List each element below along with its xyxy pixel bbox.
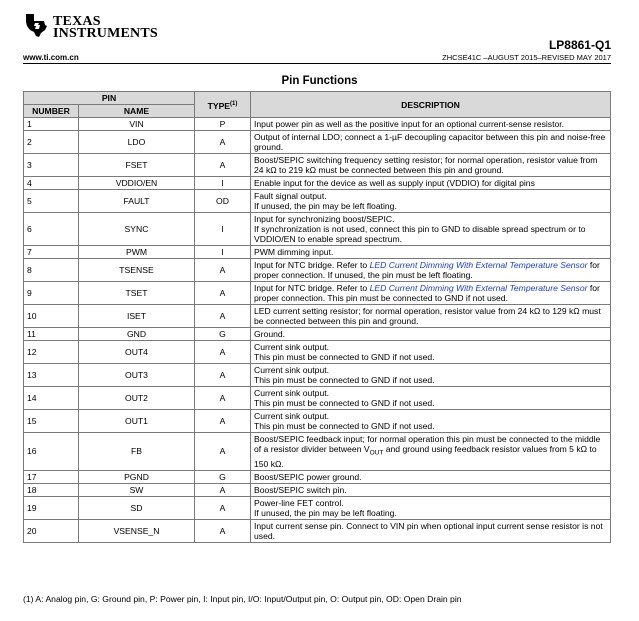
pin-description bbox=[251, 154, 611, 177]
pin-name: PWM bbox=[79, 246, 195, 259]
pin-type: A bbox=[195, 483, 251, 496]
description-text: Enable input for the device as well as supply input (VDDIO) for digital pins bbox=[254, 178, 535, 188]
pin-type: A bbox=[195, 282, 251, 305]
pin-type: G bbox=[195, 328, 251, 341]
table-row bbox=[24, 519, 611, 542]
pin-number: 15 bbox=[24, 410, 79, 433]
pin-number: 8 bbox=[24, 259, 79, 282]
pin-name: OUT2 bbox=[79, 387, 195, 410]
pin-name: FSET bbox=[79, 154, 195, 177]
description-text: Input current sense pin. Connect to VIN pin when optional input current sense resistor is not used. bbox=[254, 520, 603, 541]
header-divider bbox=[23, 63, 611, 64]
pin-name: SYNC bbox=[79, 213, 195, 246]
pin-number: 12 bbox=[24, 341, 79, 364]
description-text: Current sink output. bbox=[254, 388, 329, 398]
description-text: Current sink output. bbox=[254, 365, 329, 375]
pin-name: VSENSE_N bbox=[79, 519, 195, 542]
pin-name: FAULT bbox=[79, 190, 195, 213]
pin-name: OUT1 bbox=[79, 410, 195, 433]
subscript: OUT bbox=[369, 449, 384, 457]
description-text: Boost/SEPIC switch pin. bbox=[254, 484, 347, 495]
table-row bbox=[24, 410, 611, 433]
pin-description bbox=[251, 341, 611, 364]
description-note: If synchronization is not used, connect this pin to GND to disable spread spectrum or to VDDIO/EN to enable spread spectrum. bbox=[254, 224, 586, 244]
table-row bbox=[24, 131, 611, 154]
pin-description bbox=[251, 519, 611, 542]
pin-description bbox=[251, 282, 611, 305]
pin-number: 2 bbox=[24, 131, 79, 154]
pin-functions-table bbox=[23, 91, 611, 543]
pin-name: GND bbox=[79, 328, 195, 341]
website-link[interactable]: www.ti.com.cn bbox=[23, 53, 79, 62]
pin-description bbox=[251, 483, 611, 496]
pin-number: 4 bbox=[24, 177, 79, 190]
table-row bbox=[24, 328, 611, 341]
pin-type: I bbox=[195, 177, 251, 190]
footnote-ref[interactable]: (1) bbox=[230, 100, 238, 107]
table-title: Pin Functions bbox=[281, 75, 358, 87]
description-text: Output of internal LDO; connect a 1-µF decoupling capacitor between this pin and noise-free ground. bbox=[254, 132, 606, 152]
pin-type: A bbox=[195, 259, 251, 282]
pin-description bbox=[251, 410, 611, 433]
pin-number: 11 bbox=[24, 328, 79, 341]
section-link[interactable]: LED Current Dimming With External Temperature Sensor bbox=[369, 283, 588, 293]
pin-number: 9 bbox=[24, 282, 79, 305]
pin-type: A bbox=[195, 387, 251, 410]
texas-state-icon bbox=[23, 12, 49, 38]
pin-name: FB bbox=[79, 433, 195, 471]
table-row bbox=[24, 483, 611, 496]
description-text: Power-line FET control. bbox=[254, 497, 344, 508]
pin-name: PGND bbox=[79, 470, 195, 483]
description-note: This pin must be connected to GND if not used. bbox=[254, 421, 435, 431]
pin-name: SD bbox=[79, 496, 195, 519]
pin-name: OUT3 bbox=[79, 364, 195, 387]
description-text: and ground using feedback resistor values from 5 kΩ to 150 kΩ. bbox=[254, 444, 597, 469]
pin-description bbox=[251, 213, 611, 246]
number-header: NUMBER bbox=[24, 105, 79, 118]
pin-type: A bbox=[195, 496, 251, 519]
pin-description bbox=[251, 496, 611, 519]
pin-number: 16 bbox=[24, 433, 79, 471]
description-text: Ground. bbox=[254, 329, 286, 339]
description-text: Input for NTC bridge. Refer to bbox=[254, 260, 370, 270]
description-text: Current sink output. bbox=[254, 411, 329, 421]
pin-number: 6 bbox=[24, 213, 79, 246]
pin-type: A bbox=[195, 154, 251, 177]
description-text: Current sink output. bbox=[254, 342, 329, 352]
description-text: Fault signal output. bbox=[254, 191, 327, 201]
pin-description bbox=[251, 177, 611, 190]
revision-info: ZHCSE41C –AUGUST 2015–REVISED MAY 2017 bbox=[442, 53, 611, 62]
pin-name: VDDIO/EN bbox=[79, 177, 195, 190]
description-text: Boost/SEPIC switching frequency setting resistor; for normal operation, resistor value from 24 kΩ to 219 kΩ must be connected between this pin and ground. bbox=[254, 155, 598, 175]
footnote: (1) A: Analog pin, G: Ground pin, P: Power pin, I: Input pin, I/O: Input/Output pin, O: Output pin, OD: Open Drain pin bbox=[23, 594, 462, 604]
pin-number: 3 bbox=[24, 154, 79, 177]
logo-line-2: INSTRUMENTS bbox=[53, 26, 158, 41]
description-note: If unused, the pin may be left floating. bbox=[254, 507, 397, 518]
pin-number: 17 bbox=[24, 470, 79, 483]
description-note: This pin must be connected to GND if not used. bbox=[254, 375, 435, 385]
document-number: LP8861-Q1 bbox=[548, 38, 611, 52]
pin-description bbox=[251, 305, 611, 328]
description-text: Input power pin as well as the positive input for an optional current-sense resistor. bbox=[254, 119, 565, 129]
description-note: This pin must be connected to GND if not used. bbox=[254, 352, 435, 362]
table-row bbox=[24, 305, 611, 328]
table-row bbox=[24, 433, 611, 471]
description-text: Boost/SEPIC feedback input; for normal operation this pin must be connected to the middle of a resistor divider between V bbox=[254, 434, 601, 454]
pin-type: P bbox=[195, 118, 251, 131]
type-header: TYPE$^{(1)}$ bbox=[195, 92, 251, 118]
pin-description bbox=[251, 328, 611, 341]
description-text: for proper connection. If unused, the pin must be left floating. bbox=[254, 260, 600, 280]
table-row bbox=[24, 246, 611, 259]
pin-description bbox=[251, 246, 611, 259]
pin-number: 5 bbox=[24, 190, 79, 213]
ti-logo bbox=[23, 12, 183, 44]
pin-description bbox=[251, 433, 611, 471]
pin-name: OUT4 bbox=[79, 341, 195, 364]
table-row bbox=[24, 341, 611, 364]
pin-number: 14 bbox=[24, 387, 79, 410]
pin-name: LDO bbox=[79, 131, 195, 154]
pin-type: A bbox=[195, 519, 251, 542]
pin-type: I bbox=[195, 246, 251, 259]
pin-group-header: PIN bbox=[24, 92, 195, 105]
pin-number: 7 bbox=[24, 246, 79, 259]
table-row bbox=[24, 177, 611, 190]
logo-line-1: TEXAS bbox=[53, 14, 101, 29]
pin-description bbox=[251, 470, 611, 483]
table-row bbox=[24, 190, 611, 213]
description-text: LED current setting resistor; for normal operation, resistor value from 24 kΩ to 129 kΩ must be connected between this pin and ground. bbox=[254, 306, 601, 326]
pin-name: TSENSE bbox=[79, 259, 195, 282]
pin-number: 20 bbox=[24, 519, 79, 542]
description-note: This pin must be connected to GND if not used. bbox=[254, 398, 435, 408]
table-row bbox=[24, 213, 611, 246]
description-note: If unused, the pin may be left floating. bbox=[254, 201, 397, 211]
name-header: NAME bbox=[79, 105, 195, 118]
pin-number: 13 bbox=[24, 364, 79, 387]
pin-type: A bbox=[195, 131, 251, 154]
pin-number: 1 bbox=[24, 118, 79, 131]
pin-type: A bbox=[195, 341, 251, 364]
table-row bbox=[24, 364, 611, 387]
pin-type: A bbox=[195, 364, 251, 387]
pin-type: G bbox=[195, 470, 251, 483]
pin-description bbox=[251, 131, 611, 154]
description-text: Input for synchronizing boost/SEPIC. bbox=[254, 214, 395, 224]
description-text: for proper connection. This pin must be connected to GND if not used. bbox=[254, 283, 600, 303]
pin-type: A bbox=[195, 410, 251, 433]
table-row bbox=[24, 282, 611, 305]
pin-name: VIN bbox=[79, 118, 195, 131]
pin-description bbox=[251, 364, 611, 387]
pin-number: 19 bbox=[24, 496, 79, 519]
pin-description bbox=[251, 118, 611, 131]
table-row bbox=[24, 154, 611, 177]
pin-name: ISET bbox=[79, 305, 195, 328]
section-link[interactable]: LED Current Dimming With External Temperature Sensor bbox=[369, 260, 588, 270]
description-text: Input for NTC bridge. Refer to bbox=[254, 283, 370, 293]
table-row bbox=[24, 259, 611, 282]
pin-type: I bbox=[195, 213, 251, 246]
pin-number: 10 bbox=[24, 305, 79, 328]
pin-type: OD bbox=[195, 190, 251, 213]
description-header: DESCRIPTION bbox=[251, 92, 611, 118]
pin-name: SW bbox=[79, 483, 195, 496]
table-row bbox=[24, 470, 611, 483]
table-row bbox=[24, 387, 611, 410]
table-row bbox=[24, 118, 611, 131]
pin-description bbox=[251, 190, 611, 213]
pin-description bbox=[251, 387, 611, 410]
description-text: Boost/SEPIC power ground. bbox=[254, 471, 362, 482]
pin-description bbox=[251, 259, 611, 282]
pin-name: TSET bbox=[79, 282, 195, 305]
pin-type: A bbox=[195, 305, 251, 328]
pin-type: A bbox=[195, 433, 251, 471]
pin-number: 18 bbox=[24, 483, 79, 496]
description-text: PWM dimming input. bbox=[254, 247, 334, 257]
table-row bbox=[24, 496, 611, 519]
